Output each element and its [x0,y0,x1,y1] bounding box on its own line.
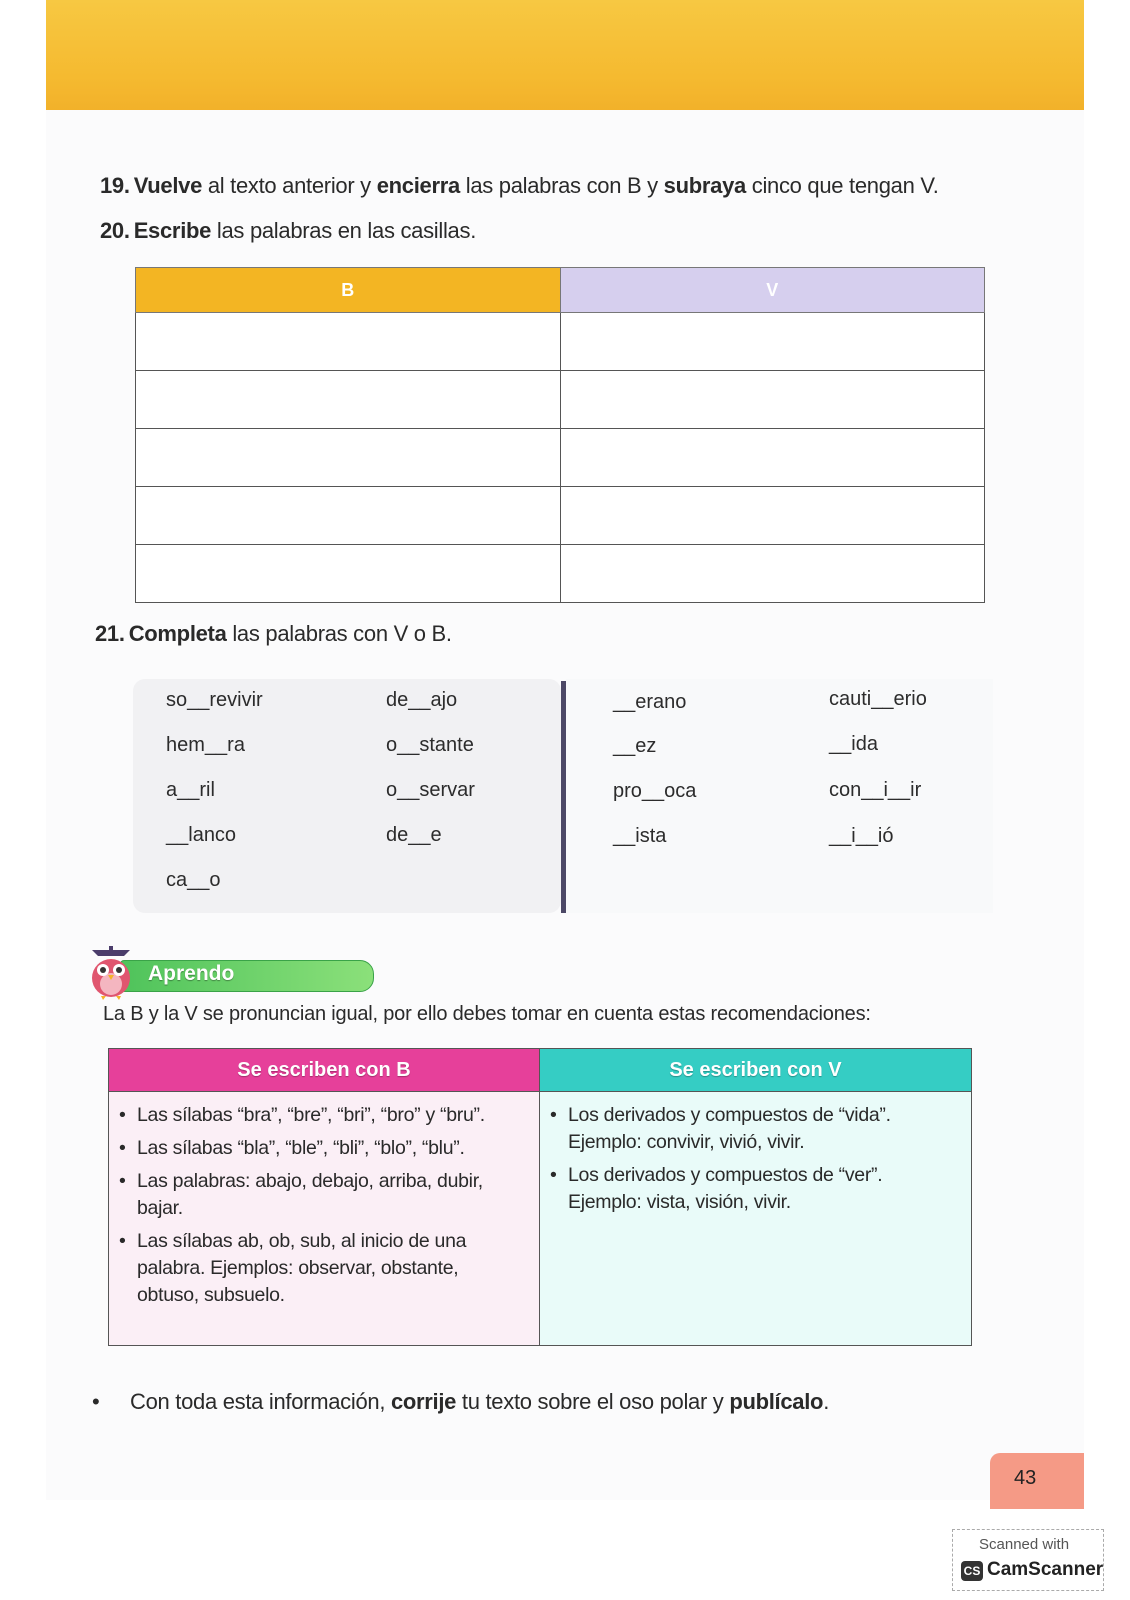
aprendo-intro: La B y la V se pronuncian igual, por ello debes tomar en cuenta estas recomendaciones: [103,1003,871,1025]
v-cell[interactable] [560,313,985,371]
b-cell[interactable] [136,429,561,487]
v-cell[interactable] [560,429,985,487]
v-rules-header: Se escriben con V [540,1049,971,1092]
fill-word: ca__o [166,869,221,891]
fill-word: so__revivir [166,689,263,711]
rule-item: • Los derivados y compuestos de “ver”. Ejemplo: vista, visión, vivir. [568,1162,957,1216]
question-number: 21. [95,621,125,646]
fill-word: o__stante [386,734,474,756]
fill-word: __erano [613,691,687,713]
fill-word: o__servar [386,779,475,801]
v-cell[interactable] [560,545,985,603]
word-panel-right [566,679,993,913]
word-panel-left [133,679,561,913]
v-cell[interactable] [560,371,985,429]
rule-item: • Las palabras: abajo, debajo, arriba, dubir, bajar. [137,1168,525,1222]
fill-word: __i__ió [829,825,894,847]
closing-verb: publícalo [729,1389,824,1414]
b-column-header: B [136,268,561,313]
fill-word: a__ril [166,779,215,801]
camscanner-logo-icon: CS [961,1561,983,1581]
watermark-brand: CamScanner [987,1559,1104,1580]
instruction-text: al texto anterior y [202,173,377,198]
fill-word: de__ajo [386,689,458,711]
instruction-verb: encierra [376,173,460,198]
owl-mascot-icon [86,944,136,1000]
rule-item: • Las sílabas ab, ob, sub, al inicio de una palabra. Ejemplos: observar, obstante, obtuso, subsuelo. [137,1228,525,1309]
fill-word: __lanco [166,824,237,846]
instruction-text: cinco que tengan V. [745,173,939,198]
v-column-header: V [560,268,985,313]
watermark-caption: Scanned with [979,1536,1070,1553]
page-number-tab [990,1453,1084,1509]
instruction-verb: subraya [663,173,746,198]
bullet: • [92,1389,100,1414]
b-cell[interactable] [136,313,561,371]
camscanner-watermark [952,1529,1104,1591]
b-cell[interactable] [136,545,561,603]
question-number: 19. [100,173,130,198]
fill-word: con__i__ir [829,779,922,801]
b-cell[interactable] [136,487,561,545]
question-number: 20. [100,218,130,243]
fill-word: __ida [829,733,878,755]
spelling-rules-table [108,1048,972,1346]
question-19 [100,173,939,199]
closing-text-part: tu texto sobre el oso polar y [456,1389,730,1414]
page-number: 43 [1014,1467,1037,1489]
rule-item: • Las sílabas “bra”, “bre”, “bri”, “bro” y “bru”. [137,1102,525,1129]
instruction-text: las palabras con B y [459,173,664,198]
bv-word-table [135,267,985,603]
b-rules-list [109,1102,539,1309]
fill-word: cauti__erio [829,688,927,710]
fill-word: __ez [613,735,657,757]
b-rules-header: Se escriben con B [109,1049,539,1092]
instruction-text: las palabras con V o B. [226,621,452,646]
closing-verb: corrije [390,1389,457,1414]
instruction-verb: Vuelve [133,173,203,198]
b-cell[interactable] [136,371,561,429]
v-rules-column [540,1049,971,1345]
fill-word: __ista [613,825,667,847]
aprendo-label: Aprendo [148,962,235,985]
instruction-verb: Completa [128,621,227,646]
question-20 [100,218,476,244]
question-21 [95,621,452,647]
v-rules-list [540,1102,971,1216]
closing-text [130,1389,829,1415]
top-color-band [46,0,1084,110]
instruction-text: las palabras en las casillas. [211,218,477,243]
fill-word: pro__oca [613,780,697,802]
rule-item: • Los derivados y compuestos de “vida”. Ejemplo: convivir, vivió, vivir. [568,1102,957,1156]
closing-text-part: Con toda esta información, [130,1389,391,1414]
fill-word: de__e [386,824,442,846]
rule-item: • Las sílabas “bla”, “ble”, “bli”, “blo”, “blu”. [137,1135,525,1162]
fill-word: hem__ra [166,734,245,756]
word-completion-box [133,679,993,913]
instruction-verb: Escribe [133,218,212,243]
b-rules-column [109,1049,540,1345]
closing-text-part: . [823,1389,830,1414]
v-cell[interactable] [560,487,985,545]
